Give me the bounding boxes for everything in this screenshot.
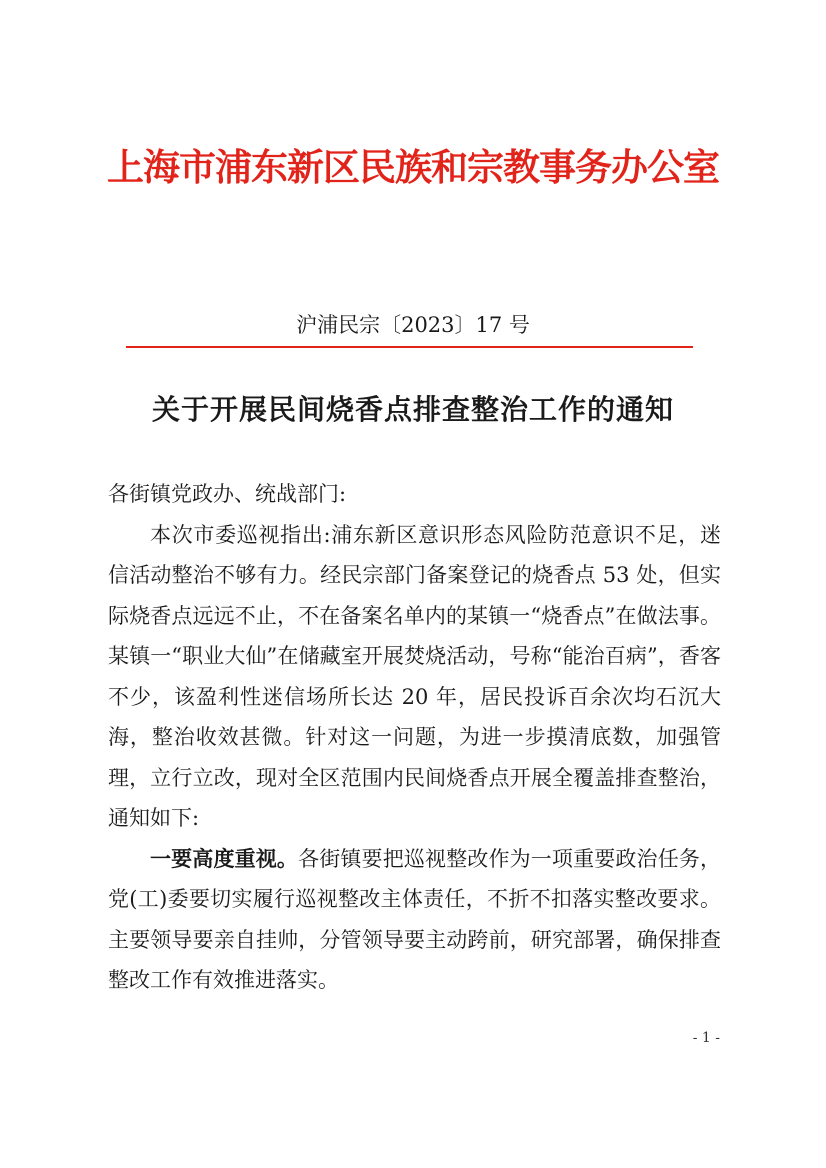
section-1-lead: 一要高度重视。 (150, 846, 299, 871)
notice-title: 关于开展民间烧香点排查整治工作的通知 (151, 393, 674, 426)
page-number: - 1 - (692, 1030, 720, 1046)
salutation: 各街镇党政办、统战部门: (108, 482, 347, 506)
paragraph-1: 本次市委巡视指出:浦东新区意识形态风险防范意识不足，迷信活动整治不够有力。经民宗部门备案登记的烧香点 53 处，但实际烧香点远远不止，不在备案名单内的某镇一“烧香点”在做法事。某镇一“职业大仙”在储藏室开展焚烧活动，号称“能治百病”，香客不少，该盈利性迷信场所长达 20 年，居民投诉百余次均石沉大海，整治收效甚微。针对这一问题，为进一步摸清底数，加强管理，立行立改，现对全区范围内民间烧香点开展全覆盖排查整治，通知如下: (108, 522, 721, 830)
organization-header: 上海市浦东新区民族和宗教事务办公室 (107, 146, 719, 189)
section-1-paragraph (108, 839, 721, 1001)
section-1-text: 各街镇要把巡视整改作为一项重要政治任务，党(工)委要切实履行巡视整改主体责任，不折不扣落实整改要求。主要领导要亲自挂帅，分管领导要主动跨前，研究部署，确保排查整改工作有效推进落实。 (108, 846, 721, 992)
red-divider-line (126, 346, 693, 348)
document-number: 沪浦民宗〔2023〕17 号 (296, 313, 530, 337)
document-body (108, 474, 721, 1001)
